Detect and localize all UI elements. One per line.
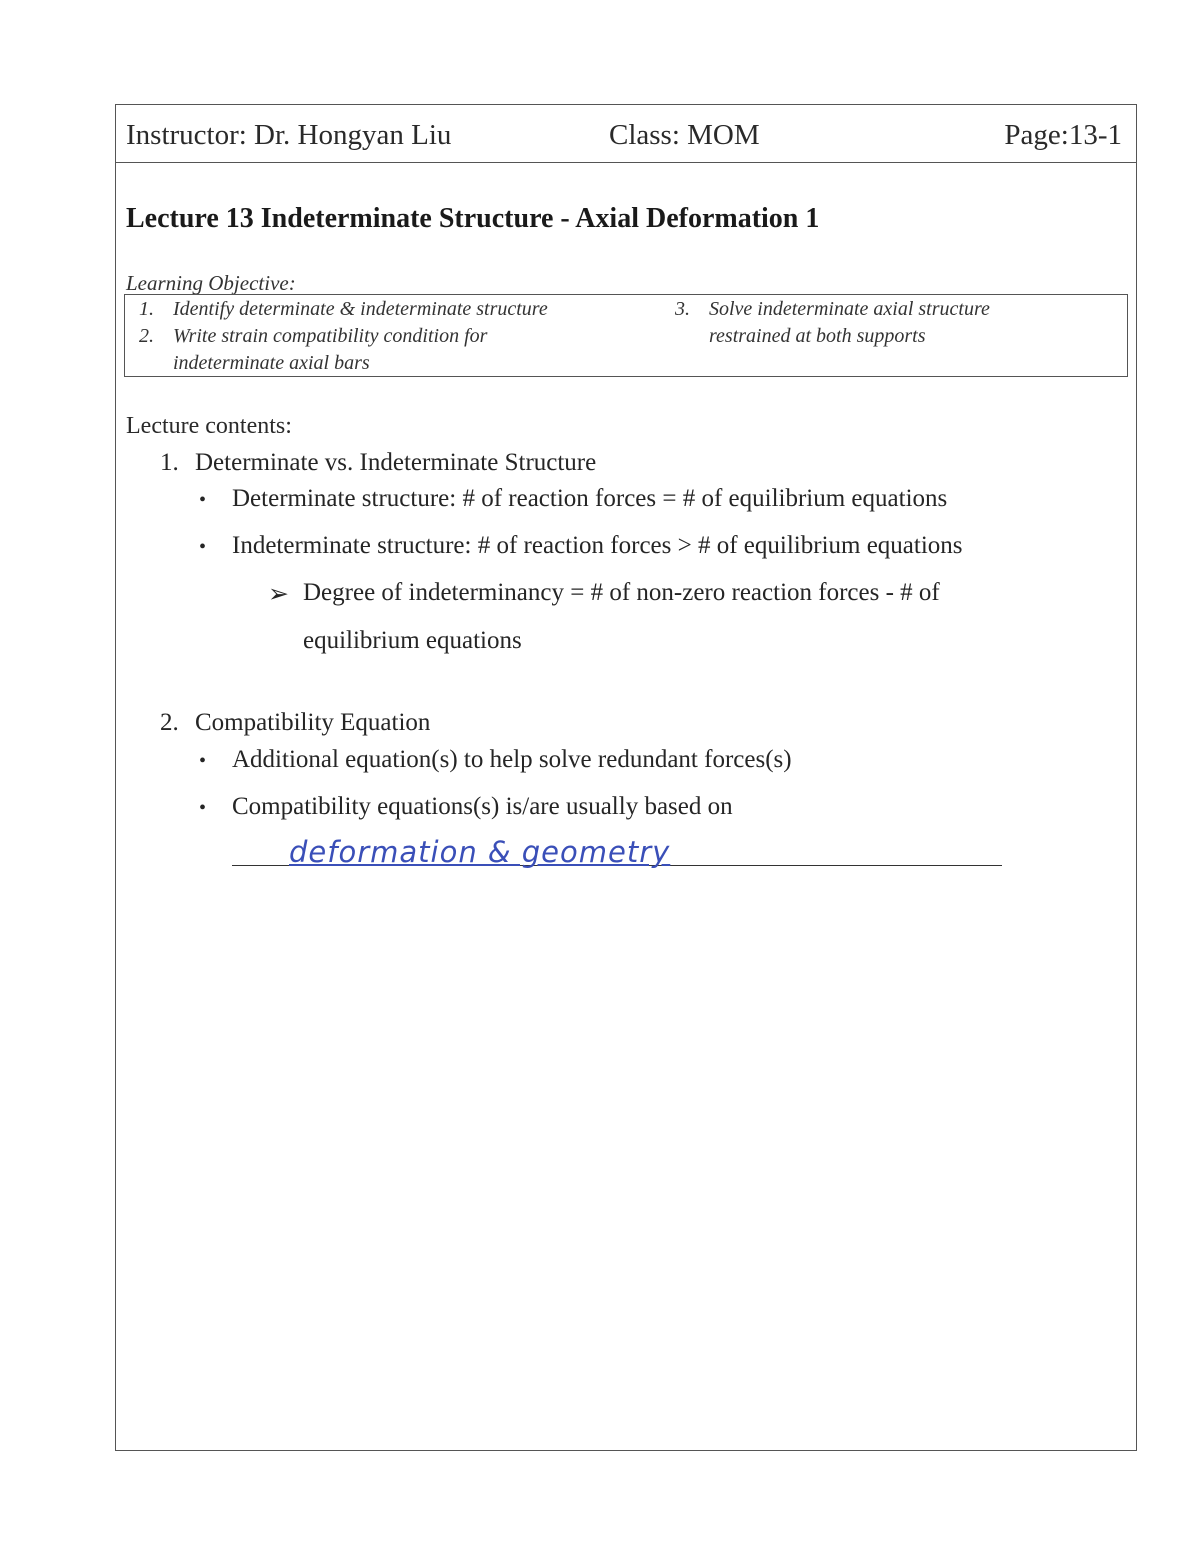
objective-text: Identify determinate & indeterminate structure bbox=[173, 298, 548, 320]
handwritten-answer: deformation & geometry bbox=[289, 835, 671, 869]
learning-objective-box bbox=[124, 294, 1128, 377]
objective-number: 1. bbox=[139, 298, 154, 320]
objective-text: Write strain compatibility condition for bbox=[173, 325, 488, 347]
sub-bullet-text: Degree of indeterminancy = # of non-zero reaction forces - # of bbox=[303, 579, 940, 606]
section-title: Determinate vs. Indeterminate Structure bbox=[195, 449, 597, 476]
bullet-icon: • bbox=[199, 489, 207, 511]
section-title: Compatibility Equation bbox=[195, 709, 431, 736]
worksheet-page bbox=[115, 104, 1137, 1451]
header-row bbox=[116, 105, 1136, 163]
lecture-contents-label: Lecture contents: bbox=[126, 413, 292, 439]
section-number: 2. bbox=[160, 709, 179, 736]
class-name: Class: MOM bbox=[609, 119, 760, 151]
arrow-bullet-icon: ➢ bbox=[268, 581, 289, 608]
lecture-title: Lecture 13 Indeterminate Structure - Axial Deformation 1 bbox=[126, 203, 820, 234]
objective-text-continued: indeterminate axial bars bbox=[173, 352, 370, 374]
bullet-icon: • bbox=[199, 750, 207, 772]
bullet-icon: • bbox=[199, 797, 207, 819]
bullet-icon: • bbox=[199, 536, 207, 558]
learning-objective-label: Learning Objective: bbox=[126, 271, 296, 295]
page-number: Page:13-1 bbox=[1004, 119, 1122, 151]
instructor-name: Instructor: Dr. Hongyan Liu bbox=[126, 119, 452, 151]
objective-text: Solve indeterminate axial structure bbox=[709, 298, 990, 320]
sub-bullet-text-continued: equilibrium equations bbox=[303, 627, 522, 654]
objective-text-continued: restrained at both supports bbox=[709, 325, 926, 347]
objective-number: 2. bbox=[139, 325, 154, 347]
bullet-text: Compatibility equations(s) is/are usually based on bbox=[232, 793, 733, 820]
bullet-text: Additional equation(s) to help solve redundant forces(s) bbox=[232, 746, 792, 773]
section-number: 1. bbox=[160, 449, 179, 476]
bullet-text: Indeterminate structure: # of reaction forces > # of equilibrium equations bbox=[232, 532, 963, 559]
objective-number: 3. bbox=[675, 298, 690, 320]
bullet-text: Determinate structure: # of reaction forces = # of equilibrium equations bbox=[232, 485, 948, 512]
